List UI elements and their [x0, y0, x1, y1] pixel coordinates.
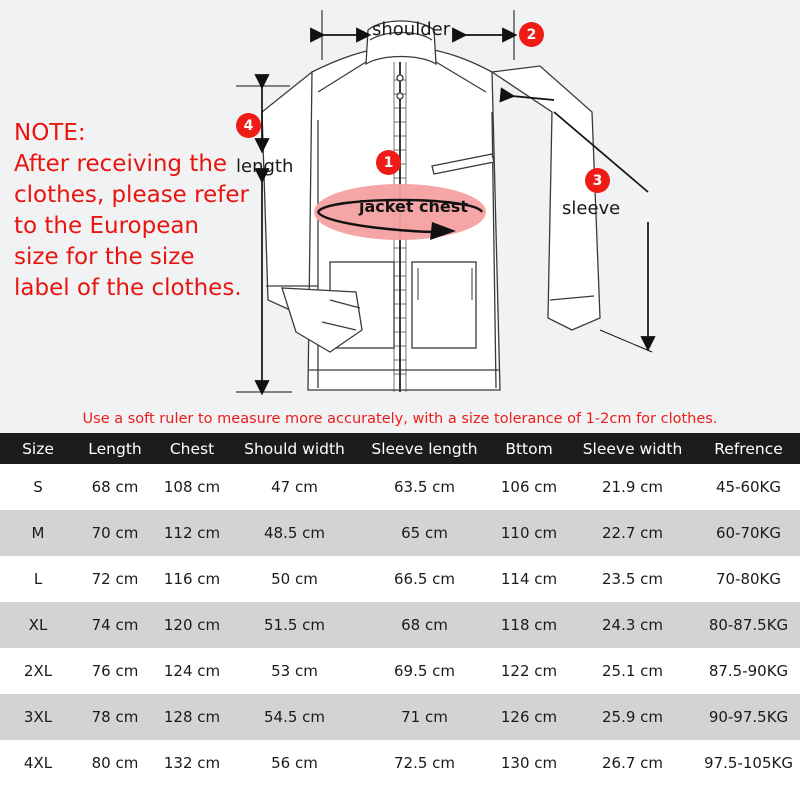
cell-should-width: 50 cm — [271, 570, 318, 588]
cell-bttom: 122 cm — [500, 662, 558, 680]
table-row — [0, 694, 800, 740]
table-header-row — [0, 433, 800, 464]
cell-should-width: 54.5 cm — [263, 708, 326, 726]
cell-bttom: 114 cm — [500, 570, 558, 588]
sleeve-label: sleeve — [562, 198, 621, 219]
table-row — [0, 602, 800, 648]
note-title: NOTE: — [14, 120, 86, 146]
jacket-chest-label: jacket chest — [359, 197, 468, 216]
header-refrence: Refrence — [697, 433, 800, 464]
cell-chest: 108 cm — [163, 478, 221, 496]
header-length: Length — [76, 433, 154, 464]
cell-size: M — [31, 524, 45, 542]
cell-sleeve-length: 69.5 cm — [393, 662, 456, 680]
cell-length: 74 cm — [91, 616, 139, 634]
header-should-width: Should width — [230, 433, 359, 464]
table-row — [0, 464, 800, 510]
cell-sleeve-width: 23.5 cm — [601, 570, 664, 588]
cell-sleeve-width: 25.1 cm — [601, 662, 664, 680]
cell-sleeve-width: 26.7 cm — [601, 754, 664, 772]
cell-sleeve-width: 22.7 cm — [601, 524, 664, 542]
note-body: After receiving the clothes, please refer to the European size for the size label of the clothes. — [14, 151, 249, 301]
cell-length: 70 cm — [91, 524, 139, 542]
cell-size: L — [33, 570, 43, 588]
cell-sleeve-length: 65 cm — [401, 524, 448, 542]
cell-length: 72 cm — [91, 570, 139, 588]
cell-size: 2XL — [23, 662, 53, 680]
cell-should-width: 51.5 cm — [263, 616, 326, 634]
note-block — [14, 118, 249, 304]
shoulder-label: shoulder — [372, 19, 451, 40]
cell-bttom: 126 cm — [500, 708, 558, 726]
cell-length: 76 cm — [91, 662, 139, 680]
cell-should-width: 47 cm — [271, 478, 318, 496]
cell-refrence: 97.5-105KG — [704, 754, 793, 772]
header-sleeve-length: Sleeve length — [359, 433, 490, 464]
size-table — [0, 433, 800, 786]
cell-chest: 128 cm — [163, 708, 221, 726]
marker-1-icon: 1 — [376, 150, 401, 175]
cell-refrence: 87.5-90KG — [708, 662, 789, 680]
cell-length: 78 cm — [91, 708, 139, 726]
cell-chest: 120 cm — [163, 616, 221, 634]
header-chest: Chest — [154, 433, 230, 464]
cell-bttom: 118 cm — [500, 616, 558, 634]
table-row — [0, 556, 800, 602]
header-size: Size — [0, 433, 76, 464]
cell-sleeve-length: 71 cm — [401, 708, 448, 726]
cell-should-width: 56 cm — [271, 754, 318, 772]
cell-chest: 124 cm — [163, 662, 221, 680]
cell-chest: 112 cm — [163, 524, 221, 542]
cell-size: 4XL — [23, 754, 53, 772]
header-bttom: Bttom — [490, 433, 568, 464]
cell-size: XL — [28, 616, 48, 634]
cell-chest: 132 cm — [163, 754, 221, 772]
cell-sleeve-length: 63.5 cm — [393, 478, 456, 496]
cell-length: 68 cm — [91, 478, 139, 496]
cell-should-width: 53 cm — [271, 662, 318, 680]
cell-bttom: 106 cm — [500, 478, 558, 496]
header-sleeve-width: Sleeve width — [568, 433, 697, 464]
cell-sleeve-width: 21.9 cm — [601, 478, 664, 496]
cell-bttom: 130 cm — [500, 754, 558, 772]
cell-refrence: 60-70KG — [715, 524, 782, 542]
cell-refrence: 80-87.5KG — [708, 616, 789, 634]
marker-3-icon: 3 — [585, 168, 610, 193]
cell-should-width: 48.5 cm — [263, 524, 326, 542]
cell-size: 3XL — [23, 708, 53, 726]
cell-sleeve-length: 68 cm — [401, 616, 448, 634]
ruler-note: Use a soft ruler to measure more accurately, with a size tolerance of 1-2cm for clothes. — [0, 404, 800, 433]
cell-refrence: 90-97.5KG — [708, 708, 789, 726]
cell-chest: 116 cm — [163, 570, 221, 588]
cell-refrence: 70-80KG — [715, 570, 782, 588]
table-row — [0, 648, 800, 694]
cell-refrence: 45-60KG — [715, 478, 782, 496]
cell-sleeve-length: 72.5 cm — [393, 754, 456, 772]
cell-sleeve-width: 24.3 cm — [601, 616, 664, 634]
table-row — [0, 740, 800, 786]
length-label: length — [236, 156, 294, 177]
cell-bttom: 110 cm — [500, 524, 558, 542]
marker-4-icon: 4 — [236, 113, 261, 138]
cell-size: S — [33, 478, 43, 496]
cell-sleeve-length: 66.5 cm — [393, 570, 456, 588]
cell-sleeve-width: 25.9 cm — [601, 708, 664, 726]
cell-length: 80 cm — [91, 754, 139, 772]
marker-2-icon: 2 — [519, 22, 544, 47]
table-row — [0, 510, 800, 556]
